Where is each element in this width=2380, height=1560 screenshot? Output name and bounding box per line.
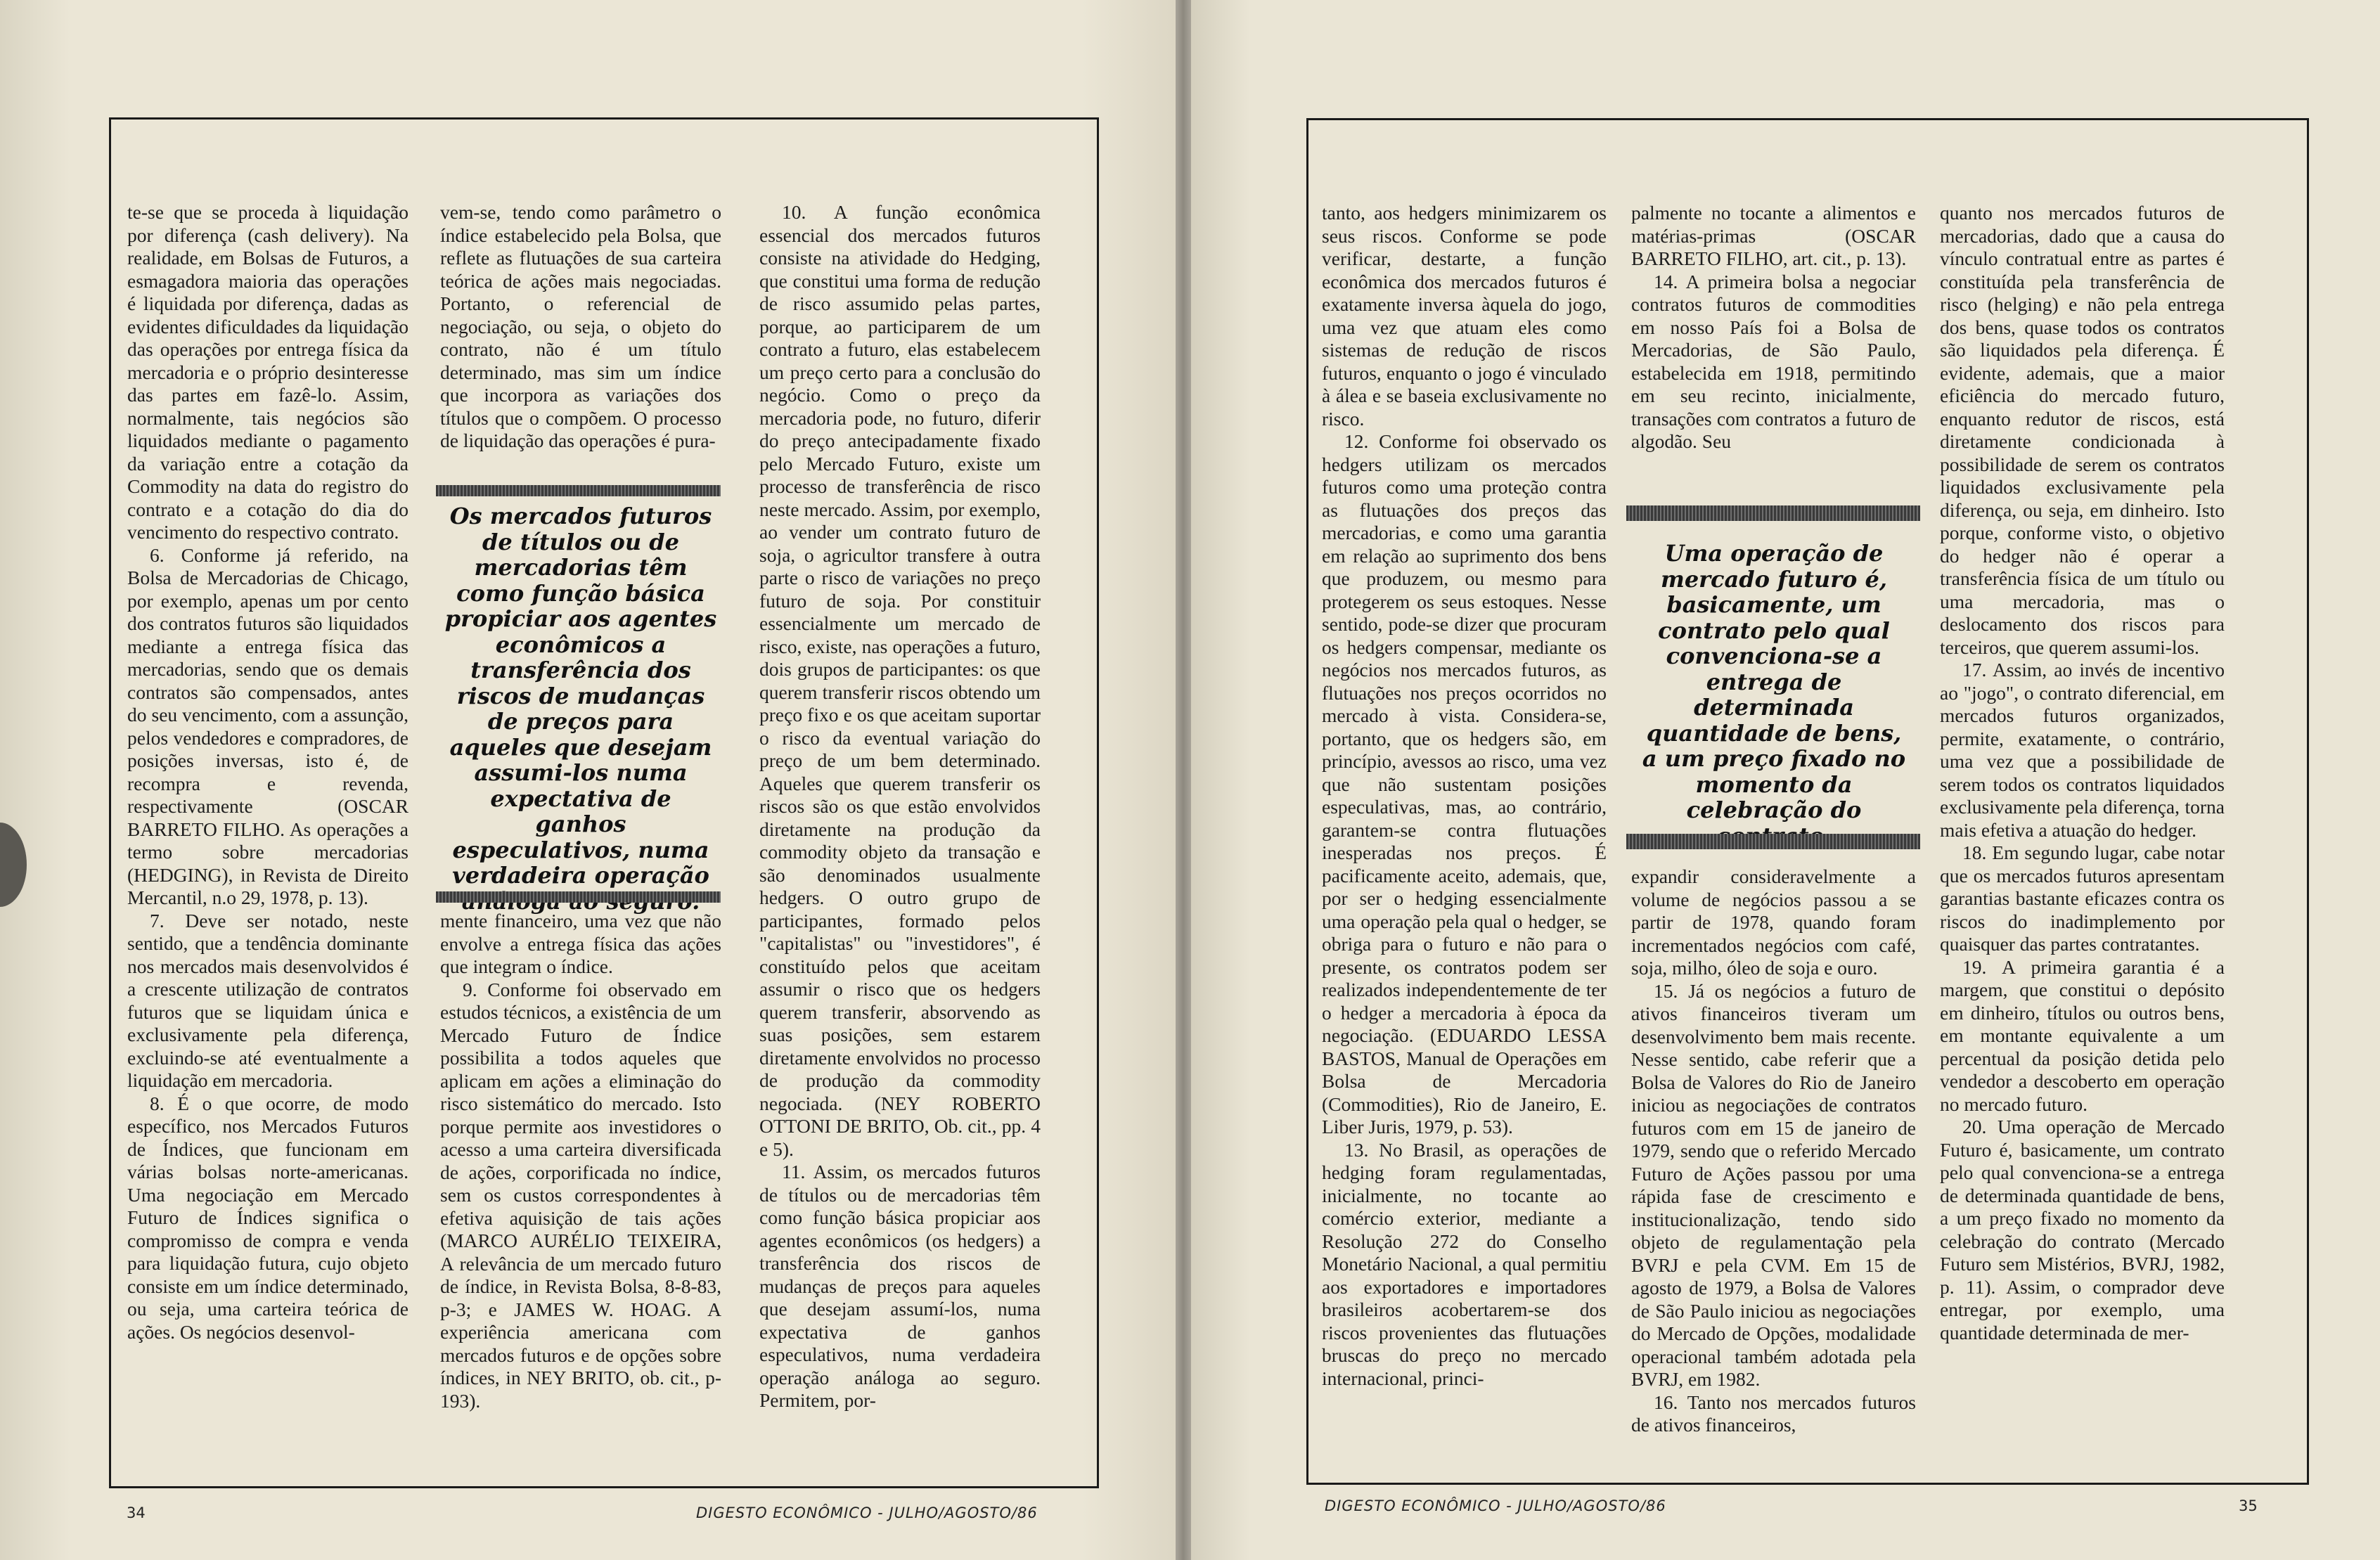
book-gutter — [1176, 0, 1191, 1560]
paragraph: mente financeiro, uma vez que não envolve a entrega física das ações que integram o índice. — [440, 910, 721, 977]
paragraph: 10. A função econômica essencial dos mercados futuros consiste na atividade do Hedging, que constitui uma forma de redução de risco assumido pelas partes, porque, ao participarem de um contrato a futuro, elas estabelecem um preço certo para a conclusão do negócio. Como o preço da mercadoria pode, no futuro, diferir do preço antecipadamente fixado pelo Mercado Futuro, existe um processo de transferência de risco neste mercado. Assim, por exemplo, ao vender um contrato futuro de soja, o agricultor transfere à outra parte o risco de variações no preço futuro de soja. Por constituir essencialmente um mercado de risco, existe, nas operações a futuro, dois grupos de participantes: os que querem transferir riscos obtendo um preço fixo e os que aceitam suportar o risco da eventual variação do preço de um bem determinado. Aqueles que querem transferir os riscos são os que estão envolvidos diretamente na produção da commodity objeto da transação e são denominados usualmente hedgers. O outro grupo de participantes, formado pelos "capitalistas" ou "investidores", é constituído pelos que aceitam assumir o risco que os hedgers querem transferir, absorvendo as suas posições, sem estarem diretamente envolvidos no processo de produção da commodity negociada. (NEY ROBERTO OTTONI DE BRITO, Ob. cit., pp. 4 e 5). — [759, 201, 1041, 1160]
paragraph: te-se que se proceda à liquidação por diferença (cash delivery). Na realidade, em Bolsas de Futuros, a esmagadora maioria das operações é liquidada por diferença, dadas as evidentes dificuldades da liquidação das operações por entrega física da mercadoria e o próprio desinteresse das partes em fazê-lo. Assim, normalmente, tais negócios são liquidados mediante o pagamento da variação entre a cotação da Commodity na data do registro do contrato e a cotação do dia do vencimento do respectivo contrato. — [127, 201, 409, 543]
pull-quote-bottom-rule — [1626, 834, 1920, 849]
paragraph: 7. Deve ser notado, neste sentido, que a tendência dominante nos mercados mais desenvolvidos é a crescente utilização de contratos futuros que se liquidam única e exclusivamente pela diferença, excluindo-se até eventualmente a liquidação em mercadoria. — [127, 909, 409, 1091]
right-column-2-top — [1631, 202, 1916, 483]
paragraph: vem-se, tendo como parâmetro o índice estabelecido pela Bolsa, que reflete as flutuações de sua carteira teórica de ações mais negociadas. Portanto, o referencial de negociação, ou seja, o objeto do contrato, não é um título determinado, mas sim um índice que incorpora as variações dos títulos que o compõem. O processo de liquidação das operações é pura- — [440, 201, 721, 451]
pull-quote: Os mercados futuros de títulos ou de mercadorias têm como função básica propiciar aos agentes econômicos a transferência dos riscos de mudanças de preços para aqueles que desejam assumi-los numa expectativa de ganhos especulativos, numa verdadeira operação — [444, 503, 717, 889]
footer-title: DIGESTO ECONÔMICO - JULHO/AGOSTO/86 — [1325, 1497, 1666, 1514]
paragraph: 19. A primeira garantia é a margem, que constitui o depósito em dinheiro, títulos ou outros bens, em montante equivalente a um percentual da posição detida pelo vendedor a descoberto em operação no mercado futuro. — [1940, 955, 2225, 1115]
right-column-3 — [1940, 202, 2225, 1484]
paragraph: 11. Assim, os mercados futuros de títulos ou de mercadorias têm como função básica propiciar aos agentes econômicos (os hedgers) a transferência dos riscos de mudanças de preços para aqueles que desejam assumí-los, numa expectativa de ganhos especulativos, numa verdadeira operação análoga ao seguro. Permitem, por- — [759, 1161, 1041, 1411]
footer-title: DIGESTO ECONÔMICO - JULHO/AGOSTO/86 — [696, 1504, 1038, 1521]
paragraph: 20. Uma operação de Mercado Futuro é, basicamente, um contrato pelo qual convenciona-se a entrega de determinada quantidade de bens, a um preço fixado no momento da celebração do contrato (Mercado Futuro sem Mistérios, BVRJ, 1982, p. 11). Assim, o comprador deve entregar, por exemplo, uma quantidade determinada de mer- — [1940, 1116, 2225, 1343]
left-column-1 — [127, 201, 409, 1488]
paragraph: 13. No Brasil, as operações de hedging foram regulamentadas, inicialmente, no tocante ao comércio exterior, mediante a Resolução 272 do Conselho Monetário Nacional, a qual permitiu aos exportadores e importadores brasileiros acobertarem-se dos riscos provenientes das flutuações bruscas do preço no mercado internacional, princi- — [1322, 1138, 1607, 1389]
right-page-frame — [1306, 118, 2309, 1485]
paragraph: 12. Conforme foi observado os hedgers utilizam os mercados futuros como uma proteção contra as flutuações dos preços das mercadorias, e como uma garantia em relação ao suprimento dos bens que produzem, ou mesmo para protegerem os seus estoques. Nesse sentido, pode-se dizer que procuram os hedgers compensar, mediante os negócios nos mercados futuros, as flutuações nos preços ocorridos no mercado à vista. Considera-se, portanto, que os hedgers são, em princípio, avessos ao risco, uma vez que não sustentam posições especulativas, mas, ao contrário, garantem-se contra flutuações inesperadas nos preços. É pacificamente aceito, ademais, que, por ser o hedging essencialmente uma operação pela qual o hedger, se obriga para o futuro e não para o presente, os contratos podem ser realizados independentemente de ter o hedger a mercadoria à época da negociação. (EDUARDO LESSA BASTOS, Manual de Operações em Bolsa de Mercadoria (Commodities), Rio de Janeiro, E. Liber Juris, 1979, p. 53). — [1322, 430, 1607, 1137]
pull-quote: Uma operação de mercado futuro é, basicamente, um contrato pelo qual convenciona-se a entrega de determinada quantidade de bens, a um preço fixado no momento da celebração do — [1642, 540, 1906, 823]
right-page — [1191, 0, 2380, 1560]
left-column-2-bottom — [440, 910, 721, 1412]
paragraph: expandir consideravelmente a volume de negócios passou a se partir de 1978, quando foram incrementados negócios com café, soja, milho, óleo de soja e ouro. — [1631, 865, 1916, 979]
paragraph: quanto nos mercados futuros de mercadorias, dado que a causa do vínculo contratual entre as partes é constituída pela transferência de risco (helging) e não pela entrega dos bens, quase todos os contratos são liquidados pela diferença. É evidente, ademais, que a maior eficiência do mercado futuro, enquanto redutor de riscos, está diretamente condicionada à possibilidade de serem os contratos liquidados exclusivamente pela diferença, ou seja, em dinheiro. Isto porque, conforme visto, o objetivo do hedger não é operar a transferência física de um título ou uma mercadoria, mas o deslocamento dos riscos para terceiros, que querem assumi-los. — [1940, 202, 2225, 658]
paragraph: 9. Conforme foi observado em estudos técnicos, a existência de um Mercado Futuro de Índice possibilita a todos aqueles que aplicam em ações a eliminação do risco sistemático do mercado. Isto porque permite aos investidores o acesso a uma carteira diversificada de ações, corporificada no índice, sem os custos correspondentes à efetiva aquisição de tais ações (MARCO AURÉLIO TEIXEIRA, A relevância de um mercado futuro de índice, in Revista Bolsa, 8-8-83, p-3; e JAMES W. HOAG. A experiência americana com mercados futuros e de opções sobre índices, in NEY BRITO, ob. cit., p-193). — [440, 978, 721, 1412]
binding-hole — [0, 823, 27, 907]
paragraph: 6. Conforme já referido, na Bolsa de Mercadorias de Chicago, por exemplo, apenas um por cento dos contratos futuros são liquidados mediante a entrega física das mercadorias, sendo que os demais contratos são compensados, antes do seu vencimento, com a assunção, pelos vendedores e compradores, de posições inversas, isto é, de recompra e revenda, respectivamente (OSCAR BARRETO FILHO. As operações a termo sobre mercadorias (HEDGING), in Revista de Direito Mercantil, n.o 29, 1978, p. 13). — [127, 543, 409, 908]
paragraph: 16. Tanto nos mercados futuros de ativos financeiros, — [1631, 1391, 1916, 1436]
page-number: 34 — [127, 1504, 146, 1521]
paragraph: 18. Em segundo lugar, cabe notar que os mercados futuros apresentam garantias bastante eficazes contra os riscos do inadimplemento por quaisquer das partes contratantes. — [1940, 842, 2225, 955]
pull-quote-top-rule — [1626, 505, 1920, 521]
paragraph: 15. Já os negócios a futuro de ativos financeiros tiveram um desenvolvimento bem mais recente. Nesse sentido, cabe referir que a Bolsa de Valores do Rio de Janeiro iniciou as negociações de contratos futuros com em 15 de janeiro de 1979, sendo que o referido Mercado Futuro de Ações passou por uma rápida fase de crescimento e institucionalização, tendo sido objeto de regulamentação pela BVRJ e pela CVM. Em 15 de agosto de 1979, a Bolsa de Valores de São Paulo iniciou as negociações do Mercado de Opções, modalidade operacional também adotada pela BVRJ, em 1982. — [1631, 979, 1916, 1390]
paragraph: 14. A primeira bolsa a negociar contratos futuros de commodities em nosso País foi a Bolsa de Mercadorias, de São Paulo, estabelecida em 1918, permitindo em seu recinto, inicialmente, transações com contratos a futuro de algodão. Seu — [1631, 270, 1916, 452]
paragraph: 8. É o que ocorre, de modo específico, nos Mercados Futuros de Índices, que funcionam em várias bolsas norte-americanas. Uma negociação em Mercado Futuro de Índices significa o compromisso de compra e venda para liquidação futura, cujo objeto consiste em um índice determinado, ou seja, uma carteira teórica de ações. Os negócios desenvol- — [127, 1092, 409, 1343]
paragraph: palmente no tocante a alimentos e matérias-primas (OSCAR BARRETO FILHO, art. cit., p. 13). — [1631, 202, 1916, 269]
left-page — [0, 0, 1176, 1560]
left-column-3 — [759, 201, 1041, 1488]
left-page-frame — [109, 117, 1099, 1488]
paragraph: tanto, aos hedgers minimizarem os seus riscos. Conforme se pode verificar, destarte, a função econômica dos mercados futuros é exatamente inversa àquela do jogo, uma vez que atuam eles como sistemas de redução de riscos futuros, enquanto o jogo é vinculado à álea e se baseia exclusivamente no risco. — [1322, 202, 1607, 430]
right-column-1 — [1322, 202, 1607, 1484]
right-column-2-bottom — [1631, 865, 1916, 1484]
paragraph: 17. Assim, ao invés de incentivo ao "jogo", o contrato diferencial, em mercados futuros organizados, permite, exatamente, o contrário, uma vez que a possibilidade de serem todos os contratos liquidados exclusivamente pela diferença, torna mais efetiva a atuação do hedger. — [1940, 659, 2225, 841]
page-number: 35 — [2239, 1497, 2258, 1514]
pull-quote-bottom-rule — [436, 891, 721, 903]
pull-quote-top-rule — [436, 485, 721, 496]
left-column-2-top — [440, 201, 721, 510]
